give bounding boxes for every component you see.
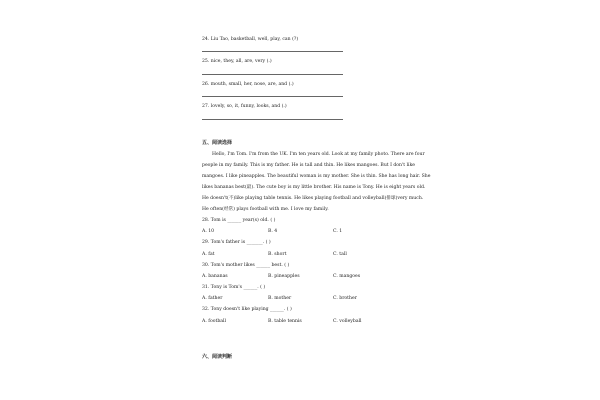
passage-line: likes bananas best(最). The cute boy is my little brother. His name is Tony. He is eight years old. [202, 185, 426, 190]
answer-line [202, 96, 343, 97]
section-title-reading-judgment: 六、阅读判断 [202, 354, 233, 360]
question-text: Tony doesn't like playing ______. ( ) [210, 307, 292, 312]
passage-line: people in my family. This is my father. He is tall and thin. He likes mangoes. But I don't like [202, 163, 416, 168]
question-number: 32. [202, 307, 210, 312]
option-a[interactable]: A. 10 [202, 229, 215, 234]
question-text: mouth, small, her, nose, are, and (.) [210, 82, 294, 87]
question-number: 29. [202, 240, 210, 245]
question-text: nice, they, all, are, very (.) [210, 59, 272, 64]
question-28 [202, 219, 275, 224]
option-c[interactable]: C. tall [333, 252, 347, 257]
option-a[interactable]: A. father [202, 296, 223, 301]
question-number: 24. [202, 37, 210, 42]
question-text: Tom's mother likes ______ best. ( ) [210, 263, 290, 268]
question-text: Liu Tao, basketball, well, play, can (?) [210, 37, 299, 42]
option-c[interactable]: C. 1 [333, 229, 343, 234]
question-30 [202, 264, 289, 269]
question-text: Tony is Tom's ______. ( ) [210, 285, 266, 290]
question-number: 30. [202, 263, 210, 268]
answer-line [202, 74, 343, 75]
answer-line [202, 51, 343, 52]
question-27 [202, 105, 287, 110]
question-32 [202, 308, 292, 313]
option-c[interactable]: C. mangoes [333, 274, 361, 279]
question-24 [202, 38, 298, 43]
question-31 [202, 286, 265, 291]
question-text: Tom is ______ year(s) old. ( ) [210, 218, 276, 223]
option-b[interactable]: B. table tennis [268, 319, 302, 324]
option-c[interactable]: C. brother [333, 296, 357, 301]
option-b[interactable]: B. short [268, 252, 287, 257]
passage-line: He doesn't(不)like playing table tennis. He likes playing football and volleyball(排球)very much. [202, 196, 424, 201]
passage-line: Hello, I'm Tom. I'm from the UK. I'm ten years old. Look at my family photo. There are four [212, 152, 425, 157]
option-b[interactable]: B. mother [268, 296, 292, 301]
passage-line: He often(经常) plays football with me. I love my family. [202, 207, 329, 212]
question-number: 26. [202, 82, 210, 87]
option-c[interactable]: C. volleyball [333, 319, 362, 324]
section-title-reading-choice: 五、阅读选择 [202, 140, 233, 146]
option-a[interactable]: A. fat [202, 252, 215, 257]
question-number: 27. [202, 104, 210, 109]
question-number: 28. [202, 218, 210, 223]
option-b[interactable]: B. pineapples [268, 274, 300, 279]
question-text: lovely, so, it, funny, looks, and (.) [210, 104, 287, 109]
question-number: 25. [202, 59, 210, 64]
answer-line [202, 119, 343, 120]
question-25 [202, 60, 272, 65]
question-29 [202, 241, 271, 246]
option-a[interactable]: A. bananas [202, 274, 228, 279]
option-a[interactable]: A. football [202, 319, 226, 324]
question-26 [202, 83, 294, 88]
passage-line: mangoes. I like pineapples. The beautiful woman is my mother. She is thin. She has long hair. She [202, 174, 431, 179]
question-number: 31. [202, 285, 210, 290]
option-b[interactable]: B. 4 [268, 229, 278, 234]
question-text: Tom's father is _______. ( ) [210, 240, 271, 245]
